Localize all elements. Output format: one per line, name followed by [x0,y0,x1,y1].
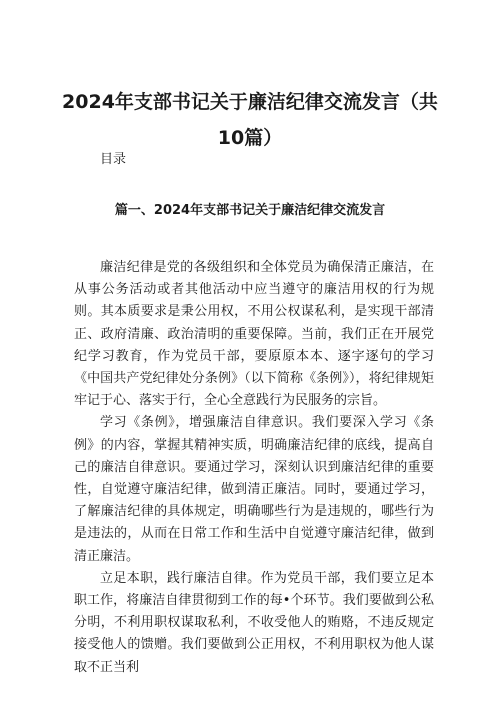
table-of-contents-label: 目录 [100,152,127,167]
paragraph-3: 立足本职，践行廉洁自律。作为党员干部，我们要立足本职工作，将廉洁自律贯彻到工作的每•个环节。我们要做到公私分明，不利用职权谋取私利，不收受他人的贿赂，不违反规定接受他人的馈赠。我们要做到公正用权，不利用职权为他人谋取不正当利 [74,570,434,675]
section-heading: 篇一、2024年支部书记关于廉洁纪律交流发言 [114,203,386,218]
document-title [60,84,440,156]
document-title-line-1: 2024年支部书记关于廉洁纪律交流发言（共 [62,91,438,113]
paragraph-2: 学习《条例》，增强廉洁自律意识。我们要深入学习《条例》的内容，掌握其精神实质，明确廉洁纪律的底线，提高自己的廉洁自律意识。要通过学习，深刻认识到廉洁纪律的重要性，自觉遵守廉洁纪律，做到清正廉洁。同时，要通过学习，了解廉洁纪律的具体规定，明确哪些行为是违规的，哪些行为是违法的，从而在日常工作和生活中自觉遵守廉洁纪律，做到清正廉洁。 [74,415,434,564]
paragraph-1: 廉洁纪律是党的各级组织和全体党员为确保清正廉洁，在从事公务活动或者其他活动中应当遵守的廉洁用权的行为规则。其本质要求是秉公用权，不用公权谋私利，是实现干部清正、政府清廉、政治清明的重要保障。当前，我们正在开展党纪学习教育，作为党员干部，要原原本本、逐字逐句的学习《中国共产党纪律处分条例》（以下简称《条例》），将纪律规矩牢记于心、落实于行，全心全意践行为民服务的宗旨。 [74,260,434,409]
body-text [74,257,434,679]
document-title-line-2: 10篇） [217,127,283,149]
